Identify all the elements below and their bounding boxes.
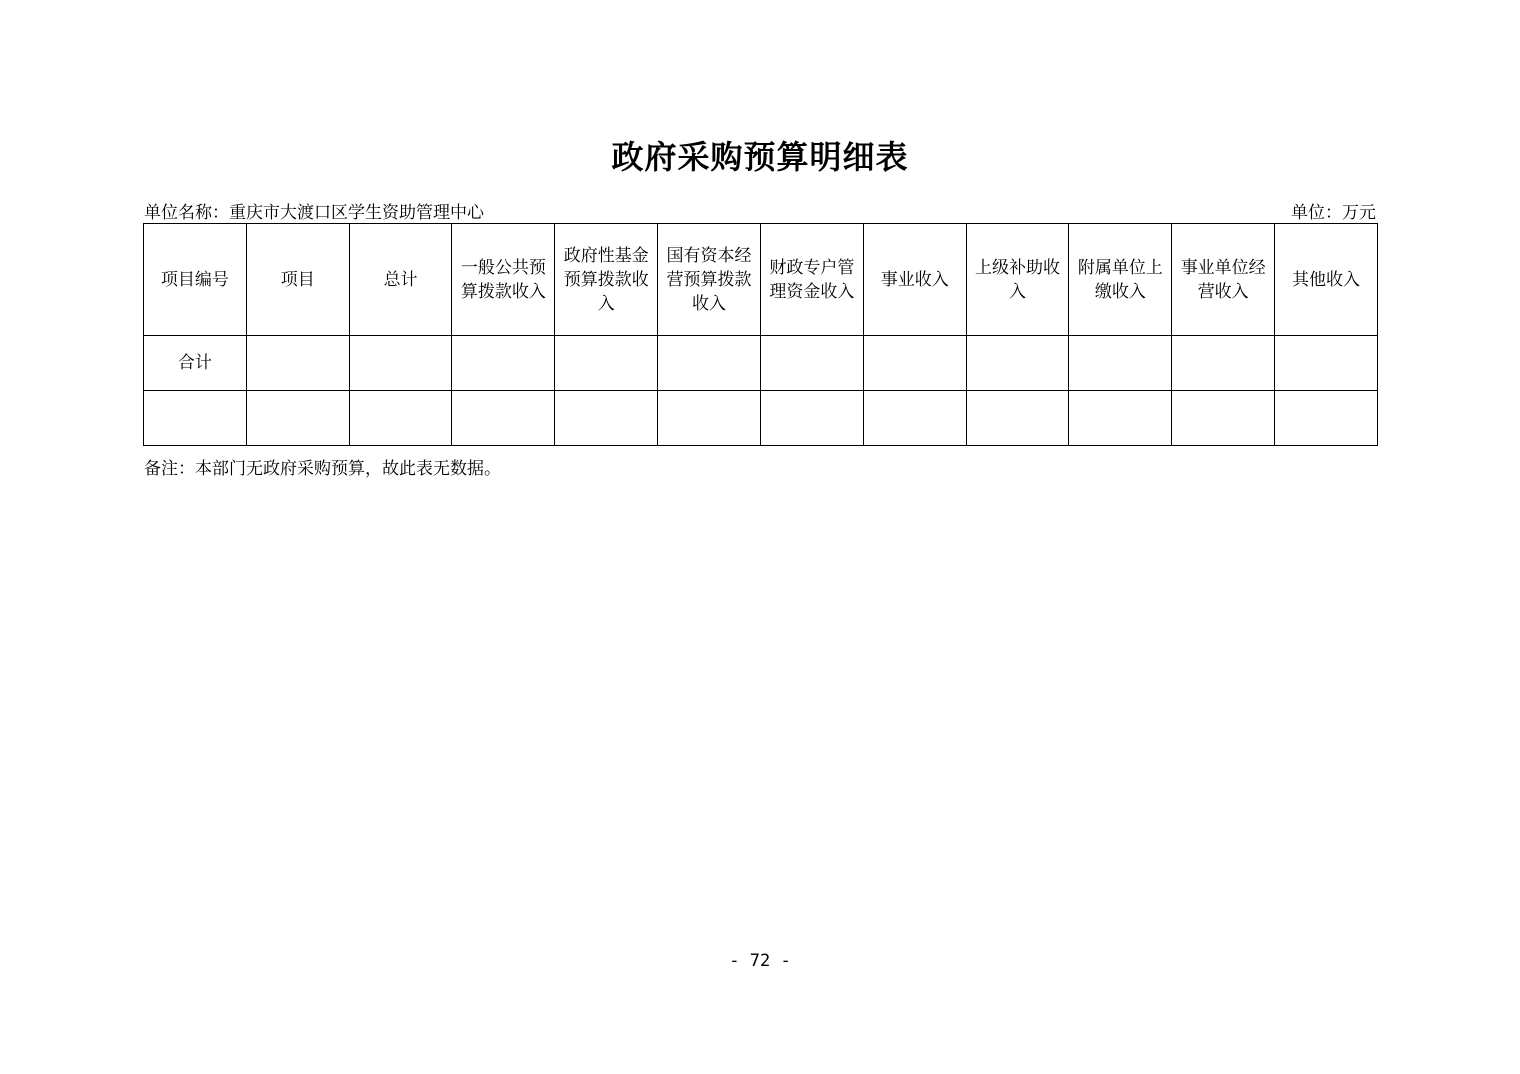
table-cell — [1069, 336, 1172, 391]
table-cell — [452, 391, 555, 446]
page-number: - 72 - — [729, 951, 791, 971]
table-cell — [555, 391, 658, 446]
header-cell: 国有资本经营预算拨款收入 — [658, 224, 761, 336]
table-cell — [658, 391, 761, 446]
table-cell — [452, 336, 555, 391]
table-header-row — [144, 224, 1378, 336]
header-cell: 总计 — [349, 224, 452, 336]
table-cell — [1172, 336, 1275, 391]
table-cell — [966, 336, 1069, 391]
header-cell: 事业单位经营收入 — [1172, 224, 1275, 336]
unit-name: 单位名称：重庆市大渡口区学生资助管理中心 — [144, 203, 484, 223]
header-cell: 一般公共预算拨款收入 — [452, 224, 555, 336]
table-cell — [349, 391, 452, 446]
table-cell — [760, 391, 863, 446]
table-cell — [1275, 391, 1378, 446]
header-cell: 政府性基金预算拨款收入 — [555, 224, 658, 336]
budget-table — [143, 223, 1378, 446]
unit-label: 单位：万元 — [1291, 203, 1376, 223]
table-cell — [966, 391, 1069, 446]
table-row-total — [144, 336, 1378, 391]
header-cell: 财政专户管理资金收入 — [760, 224, 863, 336]
table-cell — [863, 336, 966, 391]
header-cell: 事业收入 — [863, 224, 966, 336]
table-cell — [1172, 391, 1275, 446]
table-cell — [246, 391, 349, 446]
table-row-empty — [144, 391, 1378, 446]
meta-row — [144, 198, 1378, 222]
table-cell — [760, 336, 863, 391]
header-cell: 附属单位上缴收入 — [1069, 224, 1172, 336]
header-cell: 项目 — [246, 224, 349, 336]
table-cell — [658, 336, 761, 391]
table-cell — [863, 391, 966, 446]
table-cell — [144, 391, 247, 446]
footnote: 备注：本部门无政府采购预算，故此表无数据。 — [144, 459, 501, 479]
total-row-label: 合计 — [144, 336, 247, 391]
table-cell — [349, 336, 452, 391]
header-cell: 上级补助收入 — [966, 224, 1069, 336]
page-title: 政府采购预算明细表 — [611, 138, 909, 176]
header-cell: 其他收入 — [1275, 224, 1378, 336]
table-cell — [1069, 391, 1172, 446]
table-cell — [1275, 336, 1378, 391]
header-cell: 项目编号 — [144, 224, 247, 336]
table-cell — [555, 336, 658, 391]
table-cell — [246, 336, 349, 391]
